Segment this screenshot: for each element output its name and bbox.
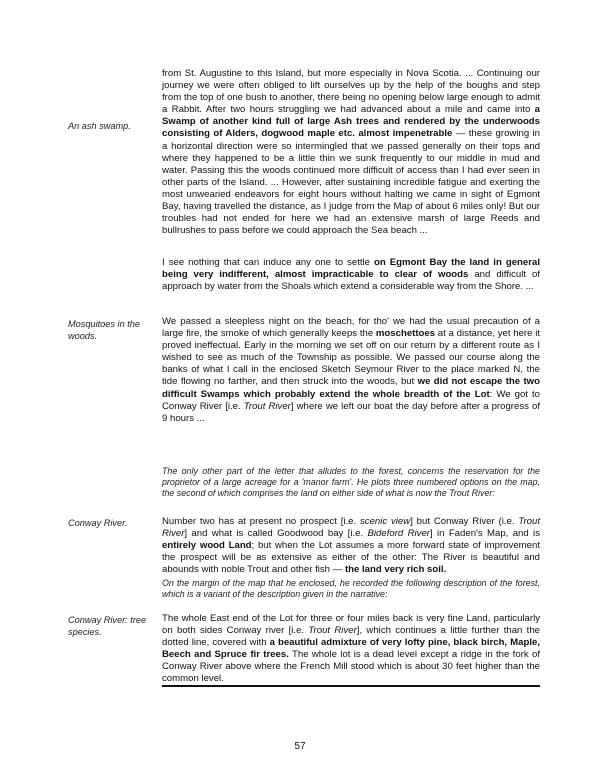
paragraph-sleepless-night <box>162 316 540 425</box>
emphasis-bold: a beautiful admixture of very lofty pine, black birch, Maple, Beech and Spruce fir trees. <box>162 637 540 661</box>
emphasis-bold: moschettoes <box>375 328 436 340</box>
text-run: The only other part of the letter that alludes to the forest, concerns the reservation for the proprietor of a large acreage for a 'manor farm'. He plots three numbered options on the map, the second of which comprises the land on either side of what is now the Trout River: <box>162 466 540 499</box>
section-divider <box>162 685 540 687</box>
emphasis-bold: on Egmont Bay the land in general being very indifferent, almost impracticable to clear of woods <box>162 257 540 281</box>
emphasis-bold: a Swamp of another kind full of large Ash trees and rendered by the underwoods consisting of Alders, dogwood maple etc. almost impenetrable <box>162 104 540 140</box>
text-run: from St. Augustine to this Island, but more especially in Nova Scotia. ... Continuing our journey we were often obliged to lift ourselves up by the help of the boughs and step from the top of one bush to another, there being no opening below large enough to admit a Rabbit. After two hours struggling we had advanced about a mile and came into <box>162 68 540 116</box>
paragraph-text <box>162 516 540 576</box>
paragraph-text <box>162 257 540 293</box>
text-run: The whole East end of the Lot for three or four miles back is very fine Land, particularly on both sides Conway river [i.e. <box>162 613 540 637</box>
margin-note-conway-river: Conway River. <box>68 518 128 528</box>
text-run: ], which continues a little further than the dotted line, covered with <box>162 625 541 649</box>
paragraph-text <box>162 466 540 500</box>
text-run: I see nothing that can induce any one to settle <box>162 257 375 268</box>
paragraph-text <box>162 316 540 425</box>
emphasis-italic: Trout River <box>243 400 291 412</box>
margin-note-ash-swamp: An ash swamp. <box>68 121 131 131</box>
paragraph-ash-swamp <box>162 68 540 237</box>
text-run: The whole lot is a dead level except a ridge in the fork of Conway River above where the French Mill stood which is about 30 feet higher than the common level. <box>162 649 540 685</box>
text-run: We passed a sleepless night on the beach, for tho' we had the usual precaution of a large fire, the smoke of which generally keeps the <box>162 316 540 340</box>
emphasis-italic: scenic view <box>359 516 411 527</box>
paragraph-number-two <box>162 516 540 576</box>
emphasis-italic: Trout River <box>308 625 357 637</box>
paragraph-text <box>162 578 540 600</box>
text-run: and difficult of approach by water from the Shoals which extend a considerable way from the Shore. ... <box>162 269 540 293</box>
text-run: ] where we left our boat the day before after a progress of 9 hours ... <box>162 400 540 424</box>
emphasis-bold: we did not escape the two difficult Swamps which probably extend the whole breadth of the Lot <box>162 376 540 400</box>
paragraph-egmont-bay <box>162 257 540 293</box>
paragraph-text <box>162 613 540 686</box>
editorial-note-forest <box>162 466 540 500</box>
text-run: ] but Conway River (i.e. <box>410 516 519 527</box>
text-run: : We got to Conway River [i.e. <box>162 388 541 412</box>
editorial-note-map-margin <box>162 578 540 600</box>
text-run: On the margin of the map that he enclosed, he recorded the following description of the forest, which is a variant of the description given in the narrative: <box>162 578 540 600</box>
page-number: 57 <box>294 741 306 752</box>
text-run: ] in Faden's Map, and is <box>429 528 540 540</box>
emphasis-bold: the land very rich soil. <box>344 564 447 576</box>
paragraph-east-end <box>162 613 540 686</box>
text-run: Number two has at present no prospect [i.e. <box>162 516 360 527</box>
text-run: ; but when the Lot assumes a more forward state of improvement the prospect will be as extensive as either of the other: The River is beautiful and abounds with noble Trout and other fish — <box>162 540 540 576</box>
emphasis-bold: entirely wood Land <box>162 540 252 552</box>
margin-note-mosquitoes: Mosquitoes in the woods. <box>68 319 141 341</box>
text-run: ] and what is called Goodwood bay [i.e. <box>184 528 368 540</box>
text-run: — these growing in a horizontal direction were so intermingled that we passed generally on their tops and where they happened to be a little thin we sunk frequently to our middle in mud and water. Passing this the woods continued more difficult of access than I had ever seen in other parts of the Island. ... However, after sustaining incredible fatigue and exerting the most unwearied endeavors for eight hours without halting we came in sight of Egmont Bay, having travelled the distance, as I judge from the Map of about 6 miles only! But our troubles had not ended for here we had an extensive marsh of large Reeds and bullrushes to pass before we could approach the Sea beach ... <box>162 128 540 237</box>
emphasis-italic: Trout River <box>162 516 540 540</box>
paragraph-text <box>162 68 540 237</box>
margin-note-tree-species: Conway River: tree species. <box>68 615 147 637</box>
emphasis-italic: Bideford River <box>367 528 430 540</box>
text-run: at a distance, yet here it proved ineffectual. Early in the morning we set off on our return by a different route as I wished to see as much of the Township as possible. We passed our course along the banks of what I call in the enclosed Sketch Seymour River to the place marked N, the tide flowing no farther, and then struck into the woods, but <box>162 328 540 388</box>
